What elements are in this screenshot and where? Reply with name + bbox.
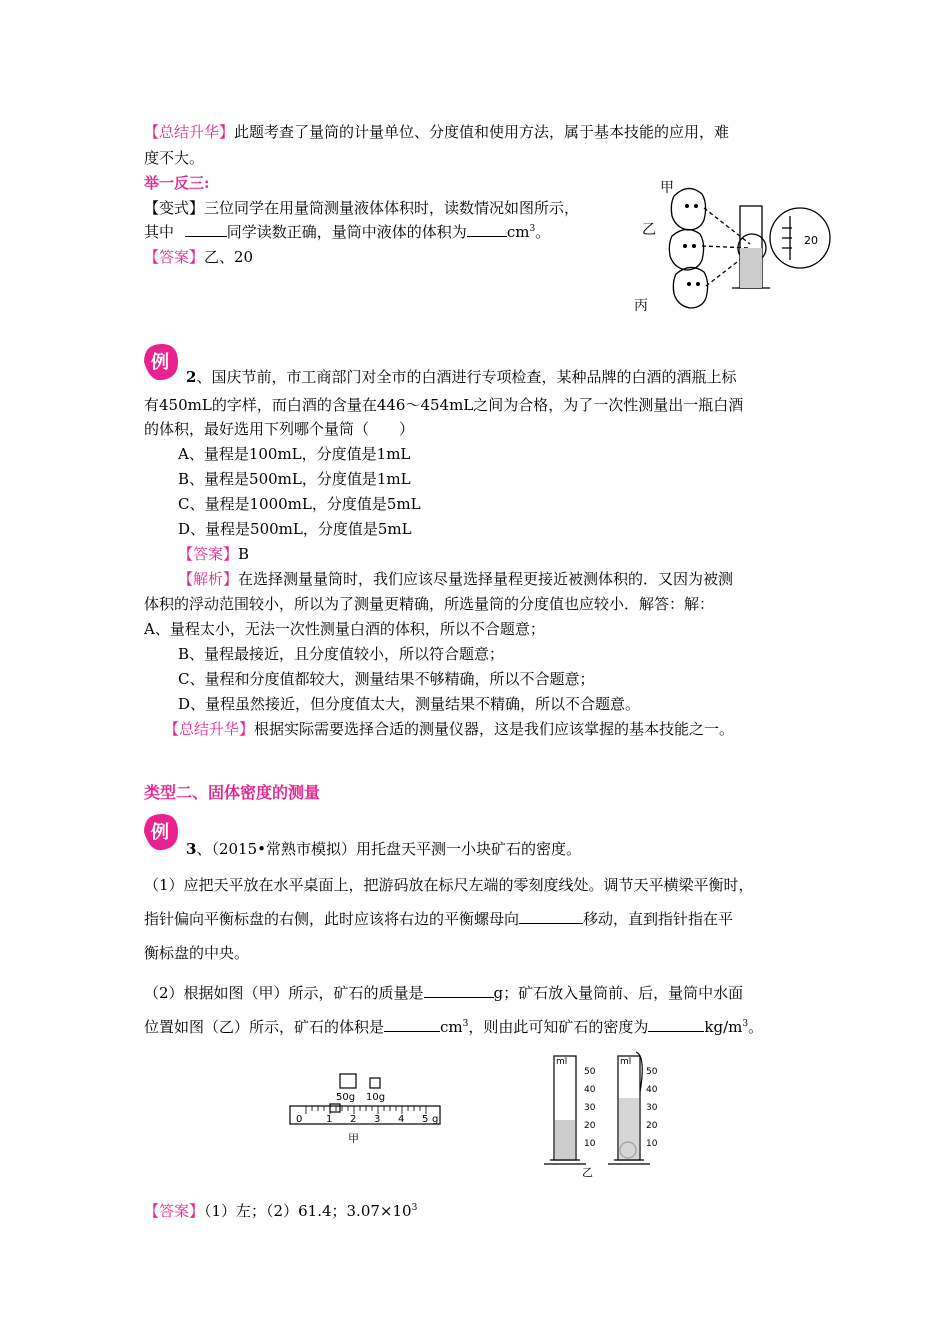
unit-cm: cm (440, 1018, 463, 1036)
weight-label-50g: 50g (336, 1092, 356, 1103)
blank-student (185, 222, 227, 237)
head-bing (673, 267, 707, 308)
q2-analysis-2: 体积的浮动范围较小，所以为了测量更精确，所选量筒的分度值也应较小．解答：解： (144, 595, 715, 613)
variant-text-b: 同学读数正确，量筒中液体的体积为 (226, 223, 467, 241)
head-yi (669, 229, 703, 270)
scale-bar (290, 1106, 440, 1124)
q2-line-2: 有450mL的字样，而白酒的含量在446～454mL之间为合格，为了一次性测量出一瓶白酒 (144, 396, 744, 414)
tick-50-a: 50 (584, 1067, 596, 1077)
q2-option-a: A、量程是100mL，分度值是1mL (178, 445, 411, 463)
q2-option-b: B、量程是500mL，分度值是1mL (178, 470, 411, 488)
scale-unit: g (432, 1114, 439, 1125)
q2-answer (178, 543, 249, 564)
balance-figure (286, 1066, 446, 1146)
q2-option-d: D、量程是500mL，分度值是5mL (178, 520, 412, 538)
variant-text: 三位同学在用量筒测量液体体积时，读数情况如图所示， (204, 199, 580, 217)
tick-20-a: 20 (584, 1121, 596, 1131)
tick-40-b: 40 (646, 1085, 658, 1095)
q3-answer-sup: 3 (411, 1203, 418, 1213)
q2-analysis-5: C、量程和分度值都较大，测量结果不够精确，所以不合题意； (178, 670, 595, 688)
unit: cm (506, 223, 530, 241)
tick-10-b: 10 (646, 1139, 658, 1149)
summary-tag: 【总结升华】 (144, 123, 235, 141)
reading-figure (632, 176, 832, 316)
label-bing: 丙 (634, 298, 648, 314)
fig-value: 20 (804, 234, 818, 247)
cylinders-figure (540, 1050, 680, 1180)
q3-line-1 (186, 838, 581, 859)
q2-line-1 (186, 366, 736, 387)
variant-line (144, 197, 579, 218)
head-jia (671, 188, 705, 230)
q2-analysis-4: B、量程最接近，且分度值较小，所以符合题意； (178, 645, 505, 663)
weight-50g (340, 1074, 356, 1088)
label-yi: 乙 (642, 222, 656, 238)
unit-cm-sup: 3 (462, 1019, 469, 1029)
answer-text: 乙、20 (204, 248, 254, 266)
q2-answer-tag: 【答案】 (178, 545, 239, 563)
label-fig-jia: 甲 (348, 1132, 359, 1145)
q3-answer-text: （1）左；（2）61.4；3.07×10 (204, 1202, 412, 1220)
tick-30-a: 30 (584, 1103, 596, 1113)
summary-line (144, 121, 729, 142)
q2-text-1: 、国庆节前，市工商部门对全市的白酒进行专项检查，某种品牌的白酒的酒瓶上标 (196, 368, 737, 386)
q3-p2-line-2 (144, 1016, 763, 1037)
q3-p1-line-3: 衡标盘的中央。 (144, 944, 250, 962)
unit-ml-1: ml (556, 1057, 568, 1067)
tick-30-b: 30 (646, 1103, 658, 1113)
q3-p1-line-1: （1）应把天平放在水平桌面上，把游码放在标尺左端的零刻度线处。调节天平横梁平衡时， (144, 876, 754, 894)
q3-answer (144, 1200, 417, 1221)
answer-tag: 【答案】 (144, 248, 205, 266)
blank-volume-2 (384, 1017, 440, 1032)
answer-line-1 (144, 246, 253, 267)
example-badge-icon-2 (140, 810, 180, 854)
unit-ml-2: ml (620, 1057, 632, 1067)
blank-volume (467, 222, 507, 237)
q3-p2-text-a: （2）根据如图（甲）所示，矿石的质量是 (144, 984, 424, 1002)
summary-text-cont: 度不大。 (144, 149, 205, 167)
example-badge-icon (140, 340, 180, 384)
section-title: 类型二、固体密度的测量 (144, 783, 321, 802)
tick-40-a: 40 (584, 1085, 596, 1095)
q2-analysis-tag: 【解析】 (178, 570, 239, 588)
q3-p2-text-b: g；矿石放入量筒前、后，量筒中水面 (493, 984, 744, 1002)
unit-sup: 3 (529, 224, 536, 234)
q3-answer-tag: 【答案】 (144, 1202, 205, 1220)
variant-text-a: 其中 (144, 223, 175, 241)
q3-p2-text-d: ，则由此可知矿石的密度为 (468, 1018, 649, 1036)
q2-option-c: C、量程是1000mL，分度值是5mL (178, 495, 421, 513)
q2-analysis-3: A、量程太小，无法一次性测量白酒的体积，所以不合题意； (144, 620, 545, 638)
q2-number: 2 (186, 368, 197, 386)
rider (330, 1104, 340, 1112)
label-fig-yi: 乙 (582, 1166, 593, 1179)
string (636, 1052, 642, 1092)
label-jia: 甲 (660, 180, 674, 196)
weight-10g (370, 1078, 380, 1088)
variant-end: 。 (535, 223, 551, 241)
scale-tick-3: 3 (374, 1114, 381, 1125)
q3-p1-text-a: 指针偏向平衡标盘的右侧，此时应该将右边的平衡螺母向 (144, 910, 520, 928)
tick-20-b: 20 (646, 1121, 658, 1131)
tick-50-b: 50 (646, 1067, 658, 1077)
q2-summary-text: 根据实际需要选择合适的测量仪器，这是我们应该掌握的基本技能之一。 (254, 720, 735, 738)
scale-tick-4: 4 (398, 1114, 405, 1125)
blank-density (648, 1017, 704, 1032)
q3-p2-end: 。 (748, 1018, 764, 1036)
variant-line-2 (144, 221, 550, 242)
q2-analysis-6: D、量程虽然接近，但分度值太大，测量结果不精确，所以不合题意。 (178, 695, 641, 713)
tick-10-a: 10 (584, 1139, 596, 1149)
variant-tag: 【变式】 (144, 199, 205, 217)
q2-answer-text: B (238, 545, 250, 563)
q3-text-1: 、（2015•常熟市模拟）用托盘天平测一小块矿石的密度。 (196, 840, 581, 858)
q3-p1-line-2 (144, 908, 733, 929)
summary-text: 此题考查了量筒的计量单位、分度值和使用方法，属于基本技能的应用，难 (234, 123, 730, 141)
q3-p1-text-b: 移动，直到指针指在平 (583, 910, 734, 928)
practice-heading: 举一反三: (144, 174, 210, 192)
scale-tick-0: 0 (296, 1114, 303, 1125)
blank-direction (519, 909, 583, 924)
badge-text-2: 例 (151, 822, 169, 843)
q2-summary-tag: 【总结升华】 (164, 720, 255, 738)
badge-text: 例 (151, 352, 169, 373)
scale-tick-2: 2 (350, 1114, 357, 1125)
q2-analysis-1 (178, 568, 733, 589)
q3-p2-line-1 (144, 982, 743, 1003)
q3-p2-text-c: 位置如图（乙）所示，矿石的体积是 (144, 1018, 385, 1036)
scale-tick-5: 5 (422, 1114, 429, 1125)
q3-number: 3 (186, 840, 197, 858)
unit-kgm-sup: 3 (742, 1019, 749, 1029)
scale-tick-1: 1 (326, 1114, 333, 1125)
q2-summary (164, 718, 734, 739)
unit-kgm: kg/m (704, 1018, 743, 1036)
q2-analysis-text-1: 在选择测量量筒时，我们应该尽量选择量程更接近被测体积的．又因为被测 (238, 570, 734, 588)
weight-label-10g: 10g (366, 1092, 386, 1103)
blank-mass (424, 983, 494, 998)
q2-line-3: 的体积，最好选用下列哪个量筒（ ） (144, 420, 415, 438)
